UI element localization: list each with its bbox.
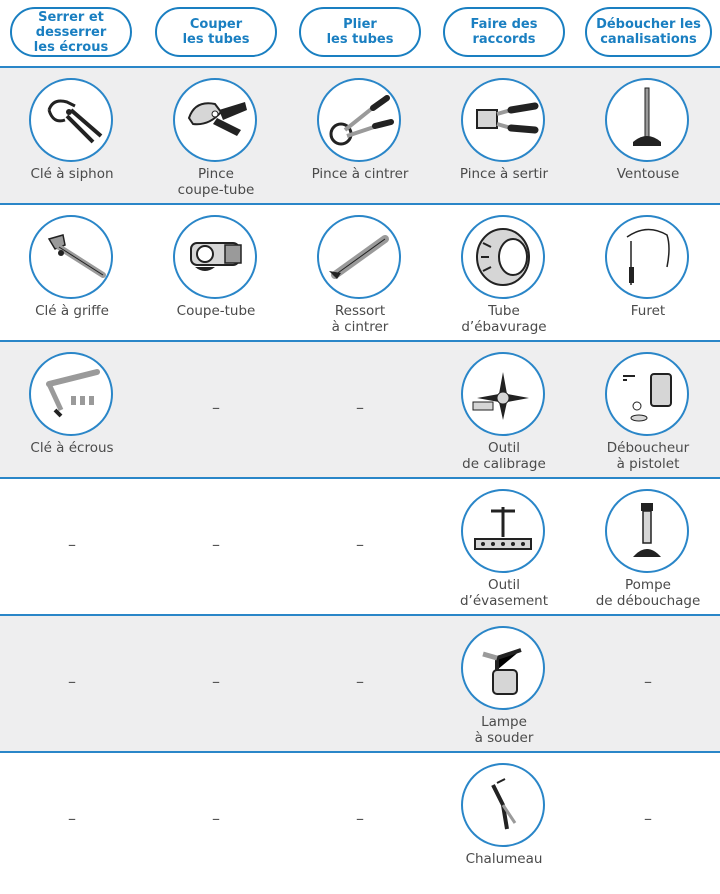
table-cell xyxy=(432,342,576,477)
tube-cutter-icon xyxy=(173,215,257,299)
flaring-tool-icon xyxy=(461,489,545,573)
nut-wrench-icon xyxy=(29,352,113,436)
drain-gun-icon xyxy=(605,352,689,436)
empty-marker: – xyxy=(644,809,652,828)
tool-label: Ventouse xyxy=(616,166,680,182)
tool-label: Clé à griffe xyxy=(35,303,109,319)
pipe-bending-pliers-icon xyxy=(317,78,401,162)
tool-label: Déboucheur à pistolet xyxy=(606,440,690,472)
table-cell xyxy=(576,205,720,340)
table-cell xyxy=(288,753,432,888)
empty-marker: – xyxy=(212,398,220,417)
table-cell xyxy=(288,616,432,751)
table-row xyxy=(0,477,720,614)
calibration-tool-icon xyxy=(461,352,545,436)
crimping-pliers-icon xyxy=(461,78,545,162)
column-headers xyxy=(0,0,720,66)
bending-spring-icon xyxy=(317,215,401,299)
table-cell xyxy=(576,753,720,888)
table-cell xyxy=(0,205,144,340)
table-cell xyxy=(0,342,144,477)
table-cell xyxy=(144,342,288,477)
table-cell xyxy=(432,753,576,888)
blowtorch-icon xyxy=(461,626,545,710)
tool-label: Ressort à cintrer xyxy=(331,303,389,335)
empty-marker: – xyxy=(212,809,220,828)
empty-marker: – xyxy=(68,535,76,554)
table-cell xyxy=(0,68,144,203)
empty-marker: – xyxy=(356,398,364,417)
table-row xyxy=(0,751,720,888)
empty-marker: – xyxy=(212,535,220,554)
table-cell xyxy=(288,479,432,614)
table-cell xyxy=(576,342,720,477)
empty-marker: – xyxy=(68,672,76,691)
table-cell xyxy=(432,68,576,203)
tool-label: Chalumeau xyxy=(465,851,543,867)
table-cell xyxy=(144,616,288,751)
empty-marker: – xyxy=(644,672,652,691)
tool-label: Lampe à souder xyxy=(474,714,534,746)
tool-label: Outil d’évasement xyxy=(459,577,549,609)
tool-label: Furet xyxy=(630,303,666,319)
table-cell xyxy=(432,205,576,340)
table-row xyxy=(0,340,720,477)
table-row xyxy=(0,203,720,340)
table-cell xyxy=(576,616,720,751)
table-row xyxy=(0,614,720,751)
header-raccords: Faire des raccords xyxy=(443,7,565,57)
table-cell xyxy=(432,616,576,751)
table-cell xyxy=(432,479,576,614)
tool-label: Clé à écrous xyxy=(30,440,114,456)
table-cell xyxy=(144,68,288,203)
header-serrer: Serrer et desserrer les écrous xyxy=(10,7,132,57)
tool-label: Coupe-tube xyxy=(176,303,256,319)
drain-snake-icon xyxy=(605,215,689,299)
table-cell xyxy=(0,616,144,751)
tool-label: Pompe de débouchage xyxy=(595,577,701,609)
table-cell xyxy=(288,68,432,203)
deburring-tool-icon xyxy=(461,215,545,299)
table-cell xyxy=(576,68,720,203)
table-cell xyxy=(288,342,432,477)
tool-label: Clé à siphon xyxy=(30,166,114,182)
tool-label: Outil de calibrage xyxy=(462,440,546,472)
header-couper: Couper les tubes xyxy=(155,7,277,57)
table-cell xyxy=(144,479,288,614)
empty-marker: – xyxy=(356,535,364,554)
table-cell xyxy=(0,479,144,614)
empty-marker: – xyxy=(356,809,364,828)
table-cell xyxy=(144,205,288,340)
welding-torch-icon xyxy=(461,763,545,847)
empty-marker: – xyxy=(356,672,364,691)
table-cell xyxy=(576,479,720,614)
header-deboucher: Déboucher les canalisations xyxy=(585,7,712,57)
tools-table xyxy=(0,66,720,888)
tool-label: Pince à sertir xyxy=(459,166,549,182)
empty-marker: – xyxy=(68,809,76,828)
header-plier: Plier les tubes xyxy=(299,7,421,57)
tool-label: Tube d’ébavurage xyxy=(461,303,547,335)
tool-label: Pince à cintrer xyxy=(311,166,409,182)
table-row xyxy=(0,66,720,203)
table-cell xyxy=(0,753,144,888)
tool-label: Pince coupe-tube xyxy=(177,166,255,198)
pipe-wrench-icon xyxy=(29,215,113,299)
table-cell xyxy=(144,753,288,888)
drain-pump-icon xyxy=(605,489,689,573)
pipe-cutter-pliers-icon xyxy=(173,78,257,162)
table-cell xyxy=(288,205,432,340)
plunger-icon xyxy=(605,78,689,162)
empty-marker: – xyxy=(212,672,220,691)
siphon-wrench-icon xyxy=(29,78,113,162)
